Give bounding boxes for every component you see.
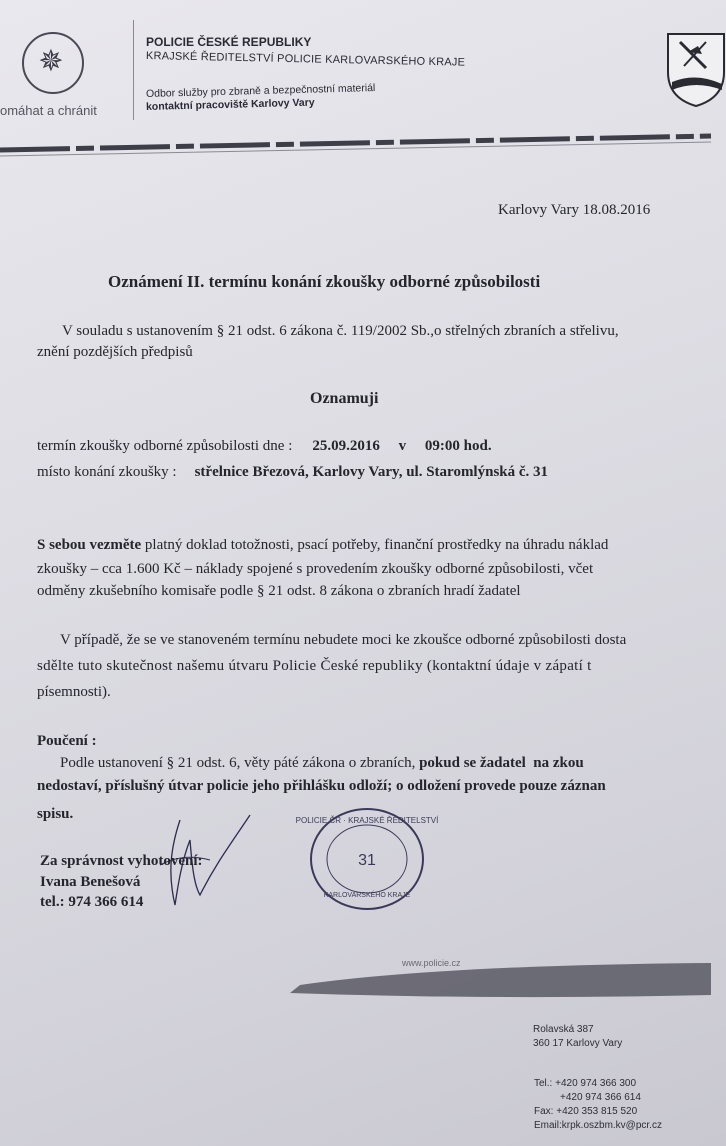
document-date: Karlovy Vary 18.08.2016 bbox=[498, 202, 651, 218]
police-stamp bbox=[295, 805, 439, 913]
footer-fax: Fax: +420 353 815 520 bbox=[534, 1106, 638, 1117]
footer-tel-1: Tel.: +420 974 366 300 bbox=[534, 1078, 637, 1089]
header-office: kontaktní pracoviště Karlovy Vary bbox=[145, 96, 315, 113]
bring-line-1 bbox=[37, 537, 608, 554]
police-motto: omáhat a chránit bbox=[0, 103, 97, 118]
verified-by-label: Za správnost vyhotovení: bbox=[40, 853, 203, 869]
absence-line-3: písemnosti). bbox=[37, 684, 111, 700]
header-directorate: KRAJSKÉ ŘEDITELSTVÍ POLICIE KARLOVARSKÉHO KRAJE bbox=[145, 50, 466, 69]
verifier-name: Ivana Benešová bbox=[40, 874, 141, 890]
bring-line-2: zkoušky – cca 1.600 Kč – náklady spojené s provedením zkoušky odborné způsobilosti, včet bbox=[37, 561, 594, 577]
verifier-phone: tel.: 974 366 614 bbox=[40, 894, 144, 910]
svg-text:POLICIE ČR · KRAJSKÉ ŘEDITELST: POLICIE ČR · KRAJSKÉ ŘEDITELSTVÍ bbox=[295, 816, 439, 825]
police-star-icon: ✵ bbox=[38, 43, 64, 79]
place-label: místo konání zkoušky : bbox=[37, 464, 177, 480]
regional-crest-icon bbox=[666, 32, 726, 108]
absence-line-1: V případě, že se ve stanoveném termínu nebudete moci ke zkoušce odborné způsobilosti dosta bbox=[60, 632, 627, 648]
bring-line-3: odměny zkušebního komisaře podle § 21 odst. 8 zákona o zbraních hradí žadatel bbox=[37, 583, 521, 599]
intro-line-2: znění pozdějších předpisů bbox=[37, 344, 193, 360]
footer-email: Email:krpk.oszbm.kv@pcr.cz bbox=[534, 1120, 662, 1131]
notice-line-1 bbox=[60, 755, 584, 772]
header-divider bbox=[133, 20, 134, 120]
place-value: střelnice Březová, Karlovy Vary, ul. Staromlýnská č. 31 bbox=[194, 464, 549, 480]
bring-bold: S sebou vezměte bbox=[37, 537, 142, 553]
term-value: 25.09.2016 v 09:00 hod. bbox=[312, 438, 492, 454]
document-title: Oznámení II. termínu konání zkoušky odborné způsobilosti bbox=[108, 272, 541, 291]
notice-heading: Poučení : bbox=[37, 733, 97, 749]
header-department: Odbor služby pro zbraně a bezpečnostní materiál bbox=[145, 81, 376, 100]
svg-text:31: 31 bbox=[358, 852, 376, 869]
footer-address-2: 360 17 Karlovy Vary bbox=[533, 1038, 623, 1049]
bring-text: platný doklad totožnosti, psací potřeby, finanční prostředky na úhradu náklad bbox=[141, 537, 609, 553]
header-org: POLICIE ČESKÉ REPUBLIKY bbox=[146, 35, 312, 49]
footer-tel-2: +420 974 366 614 bbox=[560, 1092, 641, 1103]
notice-line-3: spisu. bbox=[37, 806, 74, 822]
notice-text: Podle ustanovení § 21 odst. 6, věty páté zákona o zbraních, bbox=[60, 755, 420, 771]
footer-band bbox=[290, 955, 711, 1015]
absence-line-2: sdělte tuto skutečnost našemu útvaru Policie České republiky (kontaktní údaje v zápatí t bbox=[37, 658, 592, 674]
announce-heading: Oznamuji bbox=[310, 390, 379, 407]
header-stripe-band bbox=[0, 128, 711, 160]
svg-text:KARLOVARSKÉHO KRAJE: KARLOVARSKÉHO KRAJE bbox=[323, 892, 411, 899]
footer-address-1: Rolavská 387 bbox=[533, 1024, 594, 1035]
exam-term-line bbox=[37, 438, 492, 455]
footer-website: www.policie.cz bbox=[402, 958, 461, 968]
notice-bold: pokud se žadatel na zkou bbox=[419, 755, 584, 771]
exam-place-line bbox=[37, 464, 548, 481]
term-label: termín zkoušky odborné způsobilosti dne : bbox=[37, 438, 293, 454]
intro-line-1: V souladu s ustanovením § 21 odst. 6 zákona č. 119/2002 Sb.,o střelných zbraních a střelivu, bbox=[62, 323, 619, 339]
notice-line-2: nedostaví, příslušný útvar policie jeho přihlášku odloží; o odložení provede pouze záznan bbox=[37, 778, 606, 794]
